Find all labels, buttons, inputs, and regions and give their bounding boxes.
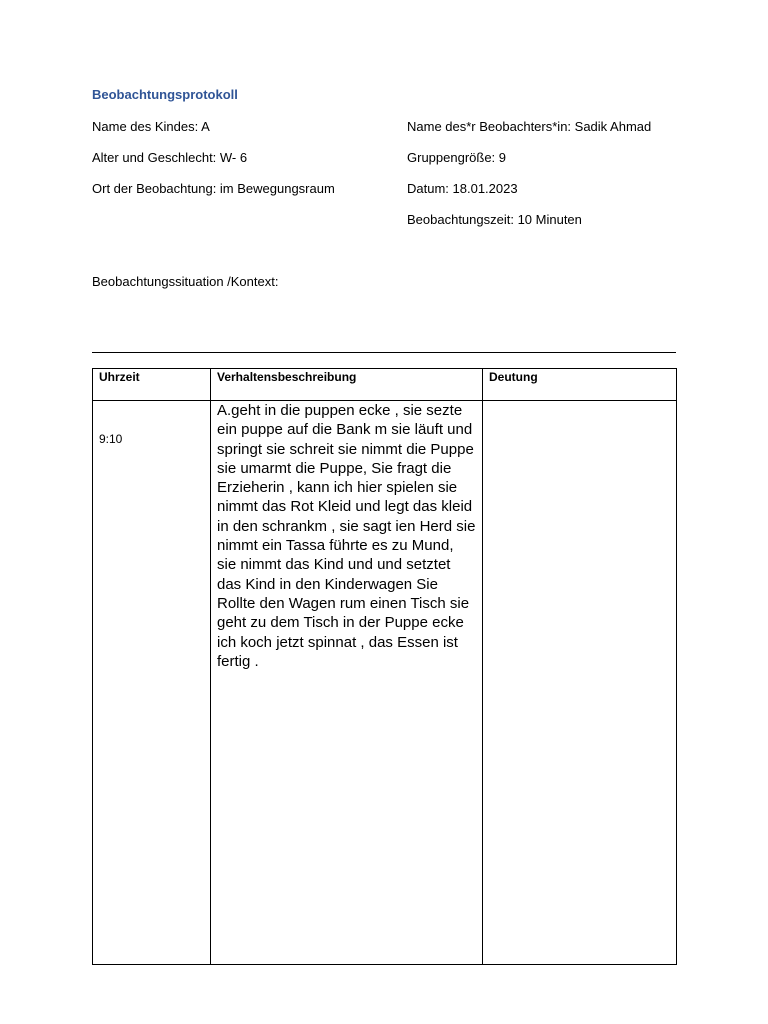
header-time: Uhrzeit	[93, 369, 211, 401]
observation-location-field: Ort der Beobachtung: im Bewegungsraum	[92, 181, 335, 196]
observer-name-field: Name des*r Beobachters*in: Sadik Ahmad	[407, 119, 652, 134]
document-title: Beobachtungsprotokoll	[92, 87, 238, 102]
observation-time-field: Beobachtungszeit: 10 Minuten	[407, 212, 582, 227]
cell-time: 9:10	[93, 401, 211, 965]
table-header-row	[93, 369, 677, 401]
header-interpretation: Deutung	[483, 369, 677, 401]
age-gender-field: Alter und Geschlecht: W- 6	[92, 150, 248, 165]
group-size-field: Gruppengröße: 9	[407, 150, 507, 165]
horizontal-rule	[92, 352, 676, 353]
table-row	[93, 401, 677, 965]
cell-description: A.geht in die puppen ecke , sie sezte ein puppe auf die Bank m sie läuft und springt sie schreit sie nimmt die Puppe sie umarmt die Puppe, Sie fragt die Erzieherin , kann ich hier spielen sie nimmt das Rot Kleid und legt das kleid in den schrankm , sie sagt ien Herd sie nimmt ein Tassa führte es zu Mund, sie nimmt das Kind und und setztet das Kind in den Kinderwagen Sie Rollte den Wagen rum einen Tisch sie geht zu dem Tisch in der Puppe ecke ich koch jetzt spinnat , das Essen ist fertig .	[211, 401, 483, 965]
date-field: Datum: 18.01.2023	[407, 181, 518, 196]
context-label: Beobachtungssituation /Kontext:	[92, 274, 279, 289]
header-description: Verhaltensbeschreibung	[211, 369, 483, 401]
child-name-field: Name des Kindes: A	[92, 119, 210, 134]
cell-interpretation	[483, 401, 677, 965]
observation-table	[92, 368, 677, 965]
